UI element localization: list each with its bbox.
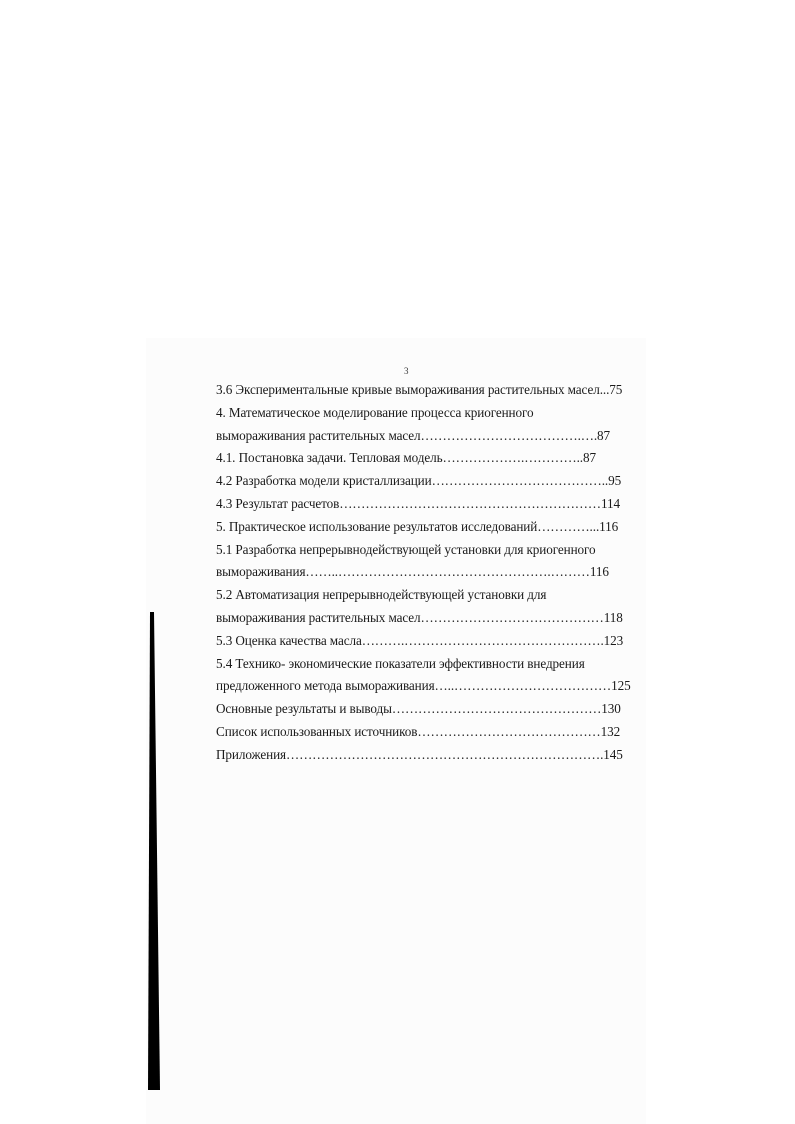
- table-of-contents: [216, 379, 636, 767]
- toc-entry-5-4: 5.4 Технико- экономические показатели эффективности внедрения: [216, 655, 585, 671]
- toc-entry-3-6: 3.6 Экспериментальные кривые вымораживания растительных масел...75: [216, 382, 623, 397]
- toc-entry-4-2: 4.2 Разработка модели кристаллизации…………………………………..95: [216, 473, 622, 489]
- toc-entry-5-2-continued: вымораживания растительных масел……………………………………118: [216, 609, 623, 625]
- toc-entry-5-1: 5.1 Разработка непрерывнодействующей установки для криогенного: [216, 541, 596, 557]
- toc-entry-5-1-continued: вымораживания……..………………………………………….………116: [216, 564, 609, 580]
- toc-entry-results: Основные результаты и выводы…………………………………………130: [216, 701, 621, 717]
- toc-entry-5: 5. Практическое использование результатов исследований…………...116: [216, 518, 619, 534]
- toc-entry-appendices: Приложения……………………………………………………………….145: [216, 746, 623, 762]
- toc-entry-4-continued: вымораживания растительных масел……………………………….….87: [216, 427, 611, 443]
- toc-entry-5-4-continued: предложенного метода вымораживания…..………………………………125: [216, 678, 631, 694]
- page-number: 3: [404, 366, 409, 376]
- toc-entry-5-3: 5.3 Оценка качества масла……….……………………………………….123: [216, 632, 624, 648]
- toc-entry-5-2: 5.2 Автоматизация непрерывнодействующей установки для: [216, 587, 547, 603]
- toc-entry-references: Список использованных источников……………………………………132: [216, 723, 621, 739]
- toc-entry-4-1: 4.1. Постановка задачи. Тепловая модель……………….…………..87: [216, 450, 596, 466]
- toc-entry-4-3: 4.3 Результат расчетов……………………………………………………114: [216, 495, 620, 511]
- toc-entry-4: 4. Математическое моделирование процесса криогенного: [216, 404, 534, 420]
